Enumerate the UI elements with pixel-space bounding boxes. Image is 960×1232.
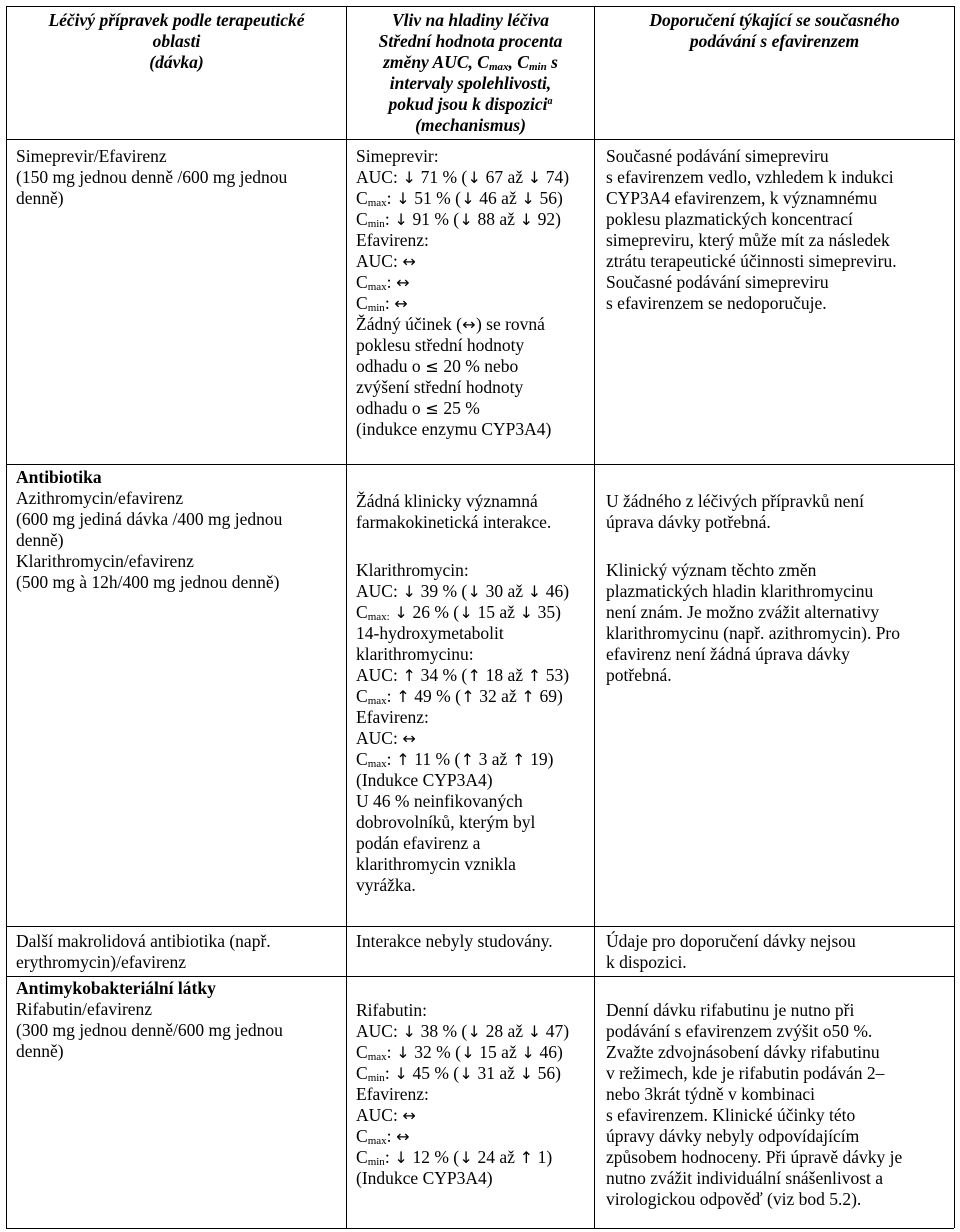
header-divider — [6, 139, 954, 140]
azithromycin-effect-cell: Žádná klinicky významná farmakokinetická interakce. — [356, 491, 552, 532]
macrolides-drug-cell: Další makrolidová antibiotika (např. erythromycin)/efavirenz — [16, 931, 271, 972]
header-drug-column: Léčivý přípravek podle terapeutické oblasti (dávka) — [48, 10, 305, 72]
column-divider-2 — [594, 6, 595, 1228]
table-border-bottom — [6, 1228, 954, 1229]
macrolides-effect-cell: Interakce nebyly studovány. — [356, 931, 553, 951]
table-border-left — [6, 6, 7, 1228]
table-border-top — [6, 6, 954, 7]
simeprevir-drug-cell: Simeprevir/Efavirenz (150 mg jednou denně /600 mg jednou denně) — [16, 146, 288, 208]
azithromycin-recommendation-cell: U žádného z léčivých přípravků není úprava dávky potřebná. — [606, 491, 865, 532]
table-border-right — [954, 6, 955, 1228]
rifabutin-effect-cell: Rifabutin: AUC: ↓ 38 % (↓ 28 až ↓ 47) $C_{max}$: ↓ 32 % (↓ 15 až ↓ 46) $C_{min}$: ↓ 45 % (↓ 31 až ↓ 56) Efavirenz: AUC: ↔ $C_{max}$: ↔ $C_{min}$: ↓ 12 % (↓ 24 až ↑ 1) (Indukce CYP3A4) — [356, 1000, 570, 1188]
simeprevir-recommendation-cell: Současné podávání simepreviru s efavirenzem vedlo, vzhledem k indukci CYP3A4 efavirenzem, k významnému poklesu plazmatických koncentrací simepreviru, který může mít za následek ztrátu terapeutické účinnosti simepreviru. Současné podávání simepreviru s efavirenzem se nedoporučuje. — [606, 146, 897, 313]
section-title-antibiotics: Antibiotika — [16, 467, 102, 487]
row-divider-clarithromycin — [6, 926, 954, 927]
rifabutin-drug-cell: Antimykobakteriální látky Rifabutin/efavirenz (300 mg jednou denně/600 mg jednou denně) — [16, 978, 283, 1061]
header-effect-column: Vliv na hladiny léčiva Střední hodnota procenta změny AUC, $C_{max}$, $C_{min}$ s intervaly spolehlivosti, pokud jsou k dispozici$^a$ (mechanismus) — [378, 10, 563, 135]
antibiotics-drug-cell: Antibiotika Azithromycin/efavirenz (600 mg jediná dávka /400 mg jednou denně) Klarithromycin/efavirenz (500 mg à 12h/400 mg jednou denně) — [16, 467, 283, 592]
simeprevir-effect-cell: Simeprevir: AUC: ↓ 71 % (↓ 67 až ↓ 74) $C_{max}$: ↓ 51 % (↓ 46 až ↓ 56) $C_{min}$: ↓ 91 % (↓ 88 až ↓ 92) Efavirenz: AUC: ↔ $C_{max}$: ↔ $C_{min}$: ↔ Žádný účinek (↔) se rovná poklesu střední hodnoty odhadu o ≤ 20 % nebo zvýšení střední hodnoty odhadu o ≤ 25 % (indukce enzymu CYP3A4) — [356, 146, 570, 439]
rifabutin-recommendation-cell: Denní dávku rifabutinu je nutno při podávání s efavirenzem zvýšit o50 %. Zvažte zdvojnásobení dávky rifabutinu v režimech, kde je rifabutin podáván 2– nebo 3krát týdně v kombinaci s efavirenzem. Klinické účinky této úpravy dávky nebyly odpovídajícím způsobem hodnoceny. Při úpravě dávky je nutno zvážit individuální snášenlivost a virologickou odpověď (viz bod 5.2). — [606, 1000, 903, 1209]
row-divider-macrolides — [6, 976, 954, 977]
column-divider-1 — [346, 6, 347, 1228]
clarithromycin-recommendation-cell: Klinický význam těchto změn plazmatických hladin klarithromycinu není znám. Je možno zvážit alternativy klarithromycinu (např. azithromycin). Pro efavirenz není žádná úprava dávky potřebná. — [606, 560, 901, 685]
row-divider-simeprevir — [6, 464, 954, 465]
macrolides-recommendation-cell: Údaje pro doporučení dávky nejsou k dispozici. — [606, 931, 856, 972]
header-recommendation-column: Doporučení týkající se současného podávání s efavirenzem — [649, 10, 900, 51]
section-title-antimycobacterial: Antimykobakteriální látky — [16, 978, 216, 998]
clarithromycin-effect-cell: Klarithromycin: AUC: ↓ 39 % (↓ 30 až ↓ 46) $C_{max:}$ ↓ 26 % (↓ 15 až ↓ 35) 14-hydroxymetabolit klarithromycinu: AUC: ↑ 34 % (↑ 18 až ↑ 53) $C_{max}$: ↑ 49 % (↑ 32 až ↑ 69) Efavirenz: AUC: ↔ $C_{max}$: ↑ 11 % (↑ 3 až ↑ 19) (Indukce CYP3A4) U 46 % neinfikovaných dobrovolníků, kterým byl podán efavirenz a klarithromycin vznikla vyrážka. — [356, 560, 570, 895]
